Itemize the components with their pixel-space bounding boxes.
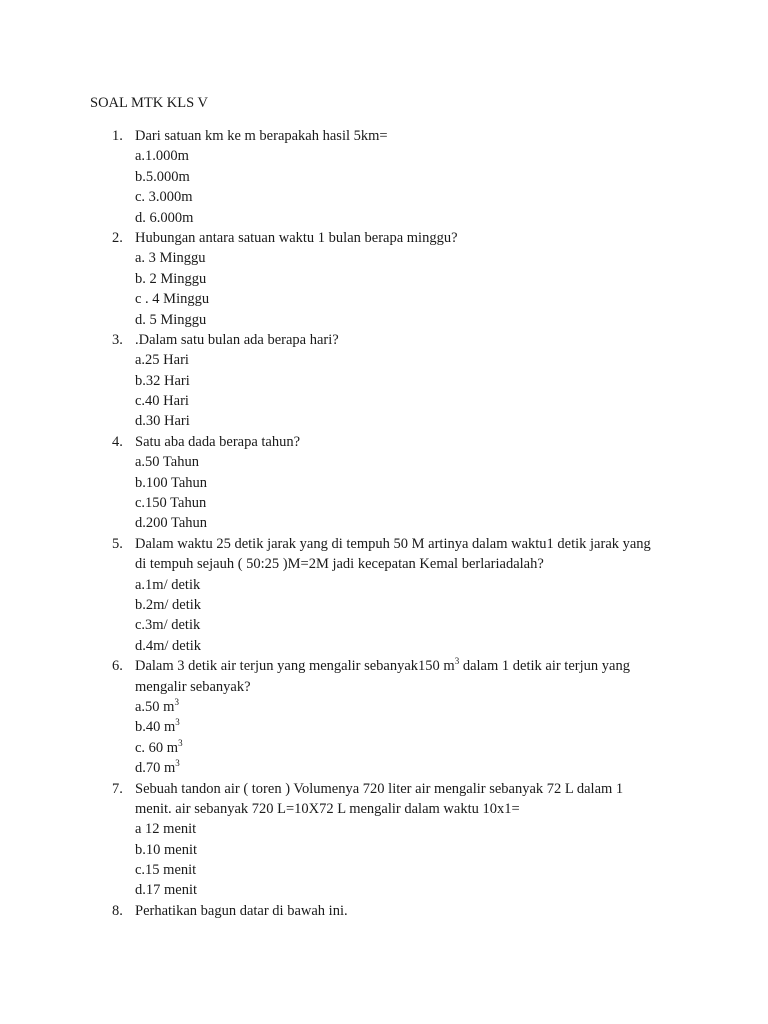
option-text: c.40 Hari [135, 393, 189, 410]
option-text: d.200 Tahun [135, 515, 208, 532]
question-7 [0, 779, 768, 799]
question-number: 8. [112, 902, 123, 919]
option-text [135, 738, 183, 758]
option-d [0, 758, 768, 778]
question-number: 1. [112, 128, 123, 144]
option-text: c. 3.000m [135, 189, 193, 206]
superscript: 3 [174, 696, 179, 707]
option-text [135, 697, 179, 717]
option-c [0, 860, 768, 880]
option-b [0, 269, 768, 289]
question-list [0, 126, 768, 921]
option-d [0, 636, 768, 656]
question-text-part: dalam 1 detik air terjun yang [459, 658, 630, 675]
option-text [135, 717, 180, 737]
question-text-part: Dalam 3 detik air terjun yang mengalir sebanyak150 m [135, 658, 455, 675]
question-number: 4. [112, 433, 123, 450]
option-text: a.50 Tahun [135, 454, 199, 471]
superscript: 3 [175, 758, 180, 769]
option-b [0, 840, 768, 860]
option-text: c . 4 Minggu [135, 291, 210, 308]
option-text: b.32 Hari [135, 372, 190, 389]
option-value: c. 60 m [135, 739, 179, 756]
option-b [0, 167, 768, 187]
option-c [0, 289, 768, 309]
option-c [0, 738, 768, 758]
superscript: 3 [178, 737, 183, 748]
option-d [0, 880, 768, 900]
option-text: d. 6.000m [135, 209, 194, 226]
option-text: b. 2 Minggu [135, 270, 207, 287]
question-8 [0, 901, 768, 921]
question-number: 3. [112, 331, 123, 348]
question-1 [0, 126, 768, 146]
question-text: Perhatikan bagun datar di bawah ini. [135, 902, 348, 919]
option-d [0, 411, 768, 431]
option-a [0, 819, 768, 839]
option-d [0, 310, 768, 330]
option-c [0, 391, 768, 411]
option-value: a.50 m [135, 698, 175, 715]
question-text-continued [0, 554, 768, 574]
question-text: mengalir sebanyak? [135, 678, 251, 695]
option-a [0, 575, 768, 595]
option-c [0, 615, 768, 635]
question-text: Satu aba dada berapa tahun? [135, 433, 301, 450]
option-text: a.25 Hari [135, 352, 189, 369]
option-b [0, 595, 768, 615]
option-value: b.40 m [135, 719, 176, 736]
question-number: 5. [112, 535, 123, 552]
question-text: Hubungan antara satuan waktu 1 bulan berapa minggu? [135, 229, 458, 246]
option-d [0, 208, 768, 228]
option-text: d.17 menit [135, 882, 198, 899]
option-d [0, 513, 768, 533]
superscript: 3 [454, 656, 460, 667]
option-text: a.1m/ detik [135, 576, 201, 593]
option-text: c.15 menit [135, 862, 197, 879]
option-text: b.2m/ detik [135, 596, 202, 613]
option-value: d.70 m [135, 760, 176, 777]
option-b [0, 473, 768, 493]
question-number: 6. [112, 658, 123, 675]
superscript: 3 [175, 717, 180, 728]
option-text: a.1.000m [135, 148, 189, 165]
question-text: .Dalam satu bulan ada berapa hari? [135, 331, 339, 348]
option-text: d.4m/ detik [135, 637, 202, 654]
question-number: 2. [112, 229, 123, 246]
option-text: c.150 Tahun [135, 495, 207, 512]
option-b [0, 371, 768, 391]
option-text: b.10 menit [135, 841, 198, 858]
option-c [0, 493, 768, 513]
question-4 [0, 432, 768, 452]
question-2 [0, 228, 768, 248]
option-text: b.100 Tahun [135, 474, 208, 491]
question-5 [0, 534, 768, 554]
question-text-continued [0, 677, 768, 697]
option-text: a. 3 Minggu [135, 250, 206, 267]
question-number: 7. [112, 780, 123, 797]
option-a [0, 248, 768, 268]
option-text: c.3m/ detik [135, 617, 201, 634]
question-text: Sebuah tandon air ( toren ) Volumenya 720 liter air mengalir sebanyak 72 L dalam 1 [135, 780, 624, 797]
option-text: d. 5 Minggu [135, 311, 207, 328]
question-text: menit. air sebanyak 720 L=10X72 L mengalir dalam waktu 10x1= [135, 800, 520, 817]
option-text: a 12 menit [135, 821, 197, 838]
option-b [0, 717, 768, 737]
question-text: Dari satuan km ke m berapakah hasil 5km= [135, 128, 388, 144]
question-text: Dalam waktu 25 detik jarak yang di tempuh 50 M artinya dalam waktu1 detik jarak yang [135, 535, 651, 552]
option-c [0, 187, 768, 207]
question-3 [0, 330, 768, 350]
option-a [0, 350, 768, 370]
option-a [0, 452, 768, 472]
question-text: di tempuh sejauh ( 50:25 )M=2M jadi kecepatan Kemal berlariadalah? [135, 556, 544, 573]
page-title: SOAL MTK KLS V [90, 95, 209, 111]
question-text [135, 656, 630, 676]
option-text: b.5.000m [135, 168, 190, 185]
option-text [135, 758, 180, 778]
option-text: d.30 Hari [135, 413, 190, 430]
question-text-continued [0, 799, 768, 819]
option-a [0, 146, 768, 166]
question-6 [0, 656, 768, 676]
option-a [0, 697, 768, 717]
